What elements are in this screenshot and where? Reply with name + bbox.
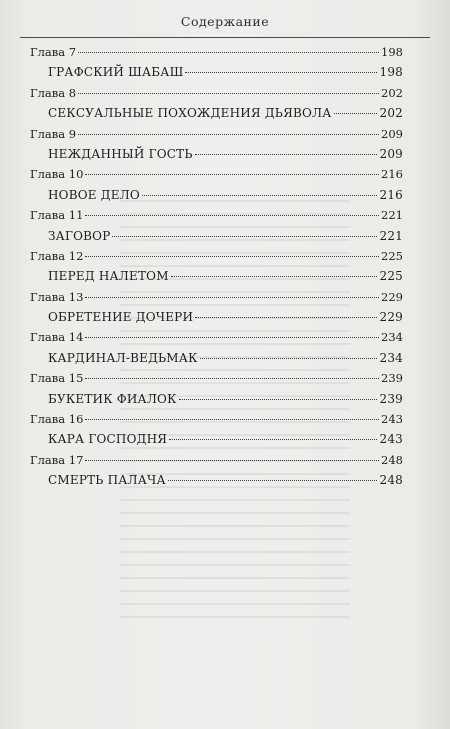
dot-leader [200,358,378,359]
toc-entry-label: КАРА ГОСПОДНЯ [48,432,168,447]
toc-entry-page-number: 216 [381,167,403,182]
toc-entry-title [30,432,403,452]
toc-entry-page-number: 243 [379,432,403,447]
page-title: Содержание [180,14,270,29]
toc-entry-label: Глава 8 [30,85,77,100]
toc-entry-label: Глава 11 [30,208,84,223]
toc-entry-page-number: 248 [379,473,403,488]
dot-leader [85,378,379,379]
toc-entry-page-number: 243 [381,412,403,427]
toc-entry-chapter [30,249,403,269]
toc-entry-chapter [30,290,403,310]
dot-leader [85,174,379,175]
toc-entry-title [30,106,403,126]
toc-entry-title [30,473,403,493]
toc-entry-page-number: 209 [381,126,403,141]
dot-leader [85,297,379,298]
dot-leader [78,134,379,135]
toc-entry-page-number: 202 [379,106,403,121]
toc-entry-page-number: 202 [381,85,403,100]
toc-entry-chapter [30,330,403,350]
toc-entry-page-number: 221 [379,228,403,243]
toc-entry-page-number: 225 [379,269,403,284]
toc-entry-label: КАРДИНАЛ-ВЕДЬМАК [48,350,198,365]
dot-leader [195,154,378,155]
dot-leader [169,439,377,440]
toc-entry-page-number: 221 [381,208,403,223]
table-of-contents [30,45,403,494]
dot-leader [195,317,377,318]
dot-leader [112,236,377,237]
toc-entry-title [30,147,403,167]
toc-entry-label: ОБРЕТЕНИЕ ДОЧЕРИ [48,310,194,325]
toc-entry-page-number: 239 [379,391,403,406]
toc-entry-chapter [30,371,403,391]
toc-entry-label: СЕКСУАЛЬНЫЕ ПОХОЖДЕНИЯ ДЬЯВОЛА [48,106,332,121]
toc-entry-page-number: 239 [381,371,403,386]
toc-entry-page-number: 229 [381,289,403,304]
toc-entry-title [30,351,403,371]
toc-entry-chapter [30,453,403,473]
toc-entry-page-number: 234 [381,330,403,345]
toc-entry-page-number: 225 [381,248,403,263]
toc-entry-title [30,269,403,289]
dot-leader [168,480,378,481]
toc-entry-label: ЗАГОВОР [48,228,111,243]
toc-entry-title [30,392,403,412]
dot-leader [85,460,379,461]
toc-entry-title [30,65,403,85]
toc-entry-label: Глава 15 [30,371,84,386]
dot-leader [171,276,378,277]
dot-leader [85,256,379,257]
toc-entry-chapter [30,412,403,432]
toc-entry-label: Глава 16 [30,412,84,427]
dot-leader [185,72,377,73]
toc-entry-page-number: 229 [379,310,403,325]
toc-entry-title [30,310,403,330]
dot-leader [78,52,379,53]
toc-entry-label: Глава 12 [30,248,84,263]
toc-entry-page-number: 248 [381,452,403,467]
toc-entry-label: СМЕРТЬ ПАЛАЧА [48,473,166,488]
toc-entry-page-number: 198 [379,65,403,80]
toc-entry-label: НЕЖДАННЫЙ ГОСТЬ [48,146,193,161]
dot-leader [85,419,379,420]
toc-entry-label: Глава 9 [30,126,77,141]
dot-leader [179,399,378,400]
toc-entry-title [30,188,403,208]
toc-entry-label: НОВОЕ ДЕЛО [48,187,140,202]
toc-entry-chapter [30,167,403,187]
toc-entry-label: Глава 14 [30,330,84,345]
toc-entry-label: Глава 17 [30,452,84,467]
dot-leader [85,337,379,338]
toc-entry-title [30,229,403,249]
toc-entry-chapter [30,208,403,228]
dot-leader [85,215,379,216]
toc-entry-label: Глава 13 [30,289,84,304]
toc-entry-label: БУКЕТИК ФИАЛОК [48,391,177,406]
toc-entry-page-number: 234 [379,350,403,365]
toc-entry-page-number: 209 [379,146,403,161]
toc-entry-page-number: 216 [379,187,403,202]
toc-entry-chapter [30,86,403,106]
toc-entry-label: Глава 7 [30,45,77,59]
header-divider [20,37,430,38]
toc-entry-label: ПЕРЕД НАЛЕТОМ [48,269,169,284]
dot-leader [334,113,378,114]
dot-leader [142,195,378,196]
dot-leader [78,93,379,94]
toc-entry-label: ГРАФСКИЙ ШАБАШ [48,65,184,80]
toc-entry-page-number: 198 [381,45,403,59]
toc-entry-label: Глава 10 [30,167,84,182]
toc-entry-chapter [30,127,403,147]
toc-entry-chapter [30,45,403,65]
